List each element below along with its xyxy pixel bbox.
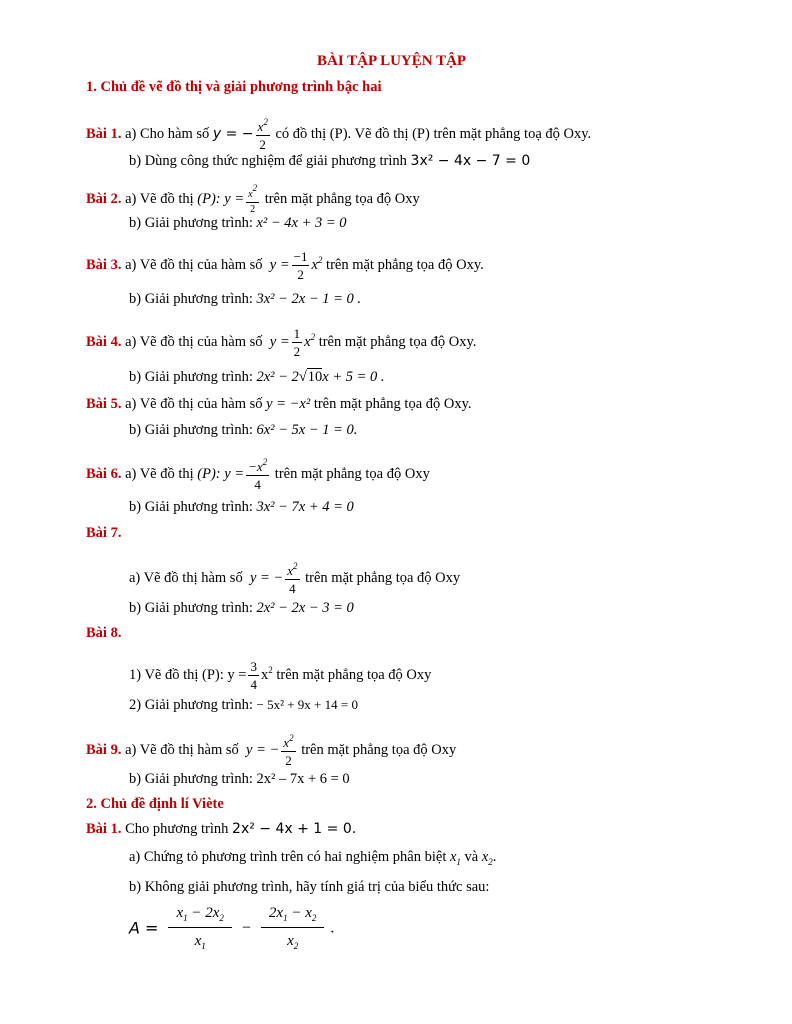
- page-title: BÀI TẬP LUYỆN TẬP: [317, 53, 467, 69]
- problem-7a: a) Vẽ đồ thị hàm số y = − $\frac{x^2}{4}$ trên mặt phẳng tọa độ Oxy: [129, 561, 461, 596]
- problem-2b: b) Giải phương trình: x² − 4x + 3 = 0: [129, 215, 347, 231]
- problem-8a: 1) Vẽ đồ thị (P): y = $\frac{3}{4}$ $x^2$ trên mặt phẳng tọa độ Oxy: [129, 659, 432, 692]
- problem-7-label: Bài 7.: [86, 525, 122, 541]
- expression-A: A = $\frac{x_1 - 2x_2}{x_1}$ − $\frac{2x_1 - x_2}{x_2}$ .: [129, 905, 335, 951]
- problem-4b: b) Giải phương trình: 2x² − 2√10x + 5 = 0 .: [129, 369, 385, 385]
- problem-4a: Bài 4. a) Vẽ đồ thị của hàm số y = $\frac{1}{2}$ $x^2$ trên mặt phẳng tọa độ Oxy.: [86, 326, 477, 359]
- problem-9b: b) Giải phương trình: 2x² – 7x + 6 = 0: [129, 771, 350, 787]
- problem-1a: Bài 1. a) Cho hàm số y = − $\frac{x^2}{2}$ có đồ thị (P). Vẽ đồ thị (P) trên mặt phẳng toạ độ Oxy.: [86, 117, 592, 152]
- viete-part-a: a) Chứng tỏ phương trình trên có hai nghiệm phân biệt $x_1$ và $x_2$.: [129, 849, 497, 867]
- section-1-heading: 1. Chủ đề vẽ đồ thị và giải phương trình bậc hai: [86, 79, 382, 95]
- problem-6a: Bài 6. a) Vẽ đồ thị (P): y = $\frac{-x^2}{4}$ trên mặt phẳng tọa độ Oxy: [86, 457, 430, 492]
- problem-6b: b) Giải phương trình: 3x² − 7x + 4 = 0: [129, 499, 354, 515]
- problem-2a: Bài 2. a) Vẽ đồ thị (P): y = $\frac{x^2}{2}$ trên mặt phẳng tọa độ Oxy: [86, 183, 420, 215]
- problem-9a: Bài 9. a) Vẽ đồ thị hàm số y = − $\frac{x^2}{2}$ trên mặt phẳng tọa độ Oxy: [86, 733, 457, 768]
- problem-5a: Bài 5. a) Vẽ đồ thị của hàm số y = −x² trên mặt phẳng tọa độ Oxy.: [86, 396, 472, 412]
- problem-5b: b) Giải phương trình: 6x² − 5x − 1 = 0.: [129, 422, 358, 438]
- problem-1b: b) Dùng công thức nghiệm để giải phương trình 3x² − 4x − 7 = 0: [129, 153, 531, 169]
- problem-8b: 2) Giải phương trình: − 5x² + 9x + 14 = 0: [129, 697, 358, 713]
- problem-3b: b) Giải phương trình: 3x² − 2x − 1 = 0 .: [129, 291, 362, 307]
- problem-8-label: Bài 8.: [86, 625, 122, 641]
- section-2-heading: 2. Chủ đề định lí Viète: [86, 796, 224, 812]
- formula: y = −: [212, 125, 254, 142]
- viete-part-b: b) Không giải phương trình, hãy tính giá trị của biểu thức sau:: [129, 879, 490, 895]
- viete-problem-1: Bài 1. Cho phương trình 2x² − 4x + 1 = 0.: [86, 821, 357, 837]
- problem-7b: b) Giải phương trình: 2x² − 2x − 3 = 0: [129, 600, 354, 616]
- problem-3a: Bài 3. a) Vẽ đồ thị của hàm số y = $\frac{-1}{2}$ $x^2$ trên mặt phẳng tọa độ Oxy.: [86, 249, 484, 282]
